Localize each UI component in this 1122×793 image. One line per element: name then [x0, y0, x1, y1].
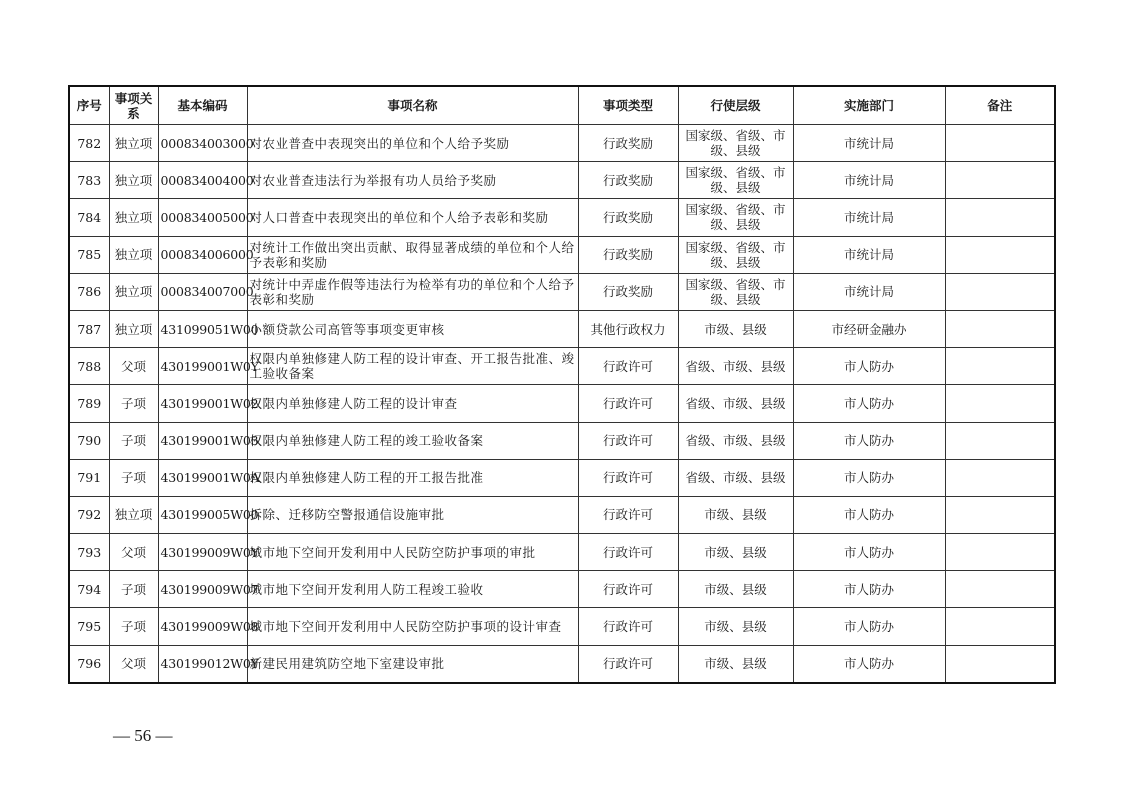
cell-type: 行政许可	[578, 496, 678, 533]
cell-dept: 市人防办	[793, 459, 945, 496]
header-name: 事项名称	[247, 86, 578, 125]
cell-seq: 789	[69, 385, 109, 422]
cell-relation: 子项	[109, 608, 158, 645]
cell-dept: 市人防办	[793, 645, 945, 683]
cell-dept: 市人防办	[793, 534, 945, 571]
table-row	[69, 571, 1055, 608]
cell-seq: 785	[69, 236, 109, 273]
cell-remark	[945, 608, 1055, 645]
cell-code: 000834006000	[158, 236, 247, 273]
cell-seq: 783	[69, 162, 109, 199]
cell-remark	[945, 125, 1055, 162]
header-type: 事项类型	[578, 86, 678, 125]
cell-type: 行政许可	[578, 459, 678, 496]
cell-level: 省级、市级、县级	[678, 422, 793, 459]
cell-type: 其他行政权力	[578, 310, 678, 347]
cell-dept: 市统计局	[793, 125, 945, 162]
cell-seq: 793	[69, 534, 109, 571]
cell-seq: 795	[69, 608, 109, 645]
table-row	[69, 273, 1055, 310]
cell-name: 对农业普查违法行为举报有功人员给予奖励	[247, 162, 578, 199]
cell-seq: 790	[69, 422, 109, 459]
cell-type: 行政奖励	[578, 236, 678, 273]
cell-relation: 父项	[109, 534, 158, 571]
cell-code: 430199005W00	[158, 496, 247, 533]
cell-relation: 父项	[109, 348, 158, 385]
cell-level: 国家级、省级、市级、县级	[678, 236, 793, 273]
cell-relation: 独立项	[109, 125, 158, 162]
cell-name: 对统计工作做出突出贡献、取得显著成绩的单位和个人给予表彰和奖励	[247, 236, 578, 273]
cell-level: 市级、县级	[678, 534, 793, 571]
cell-remark	[945, 199, 1055, 236]
cell-dept: 市统计局	[793, 273, 945, 310]
cell-name: 新建民用建筑防空地下室建设审批	[247, 645, 578, 683]
cell-seq: 796	[69, 645, 109, 683]
cell-code: 000834003000	[158, 125, 247, 162]
cell-relation: 独立项	[109, 273, 158, 310]
cell-seq: 786	[69, 273, 109, 310]
cell-remark	[945, 310, 1055, 347]
table-row	[69, 608, 1055, 645]
cell-type: 行政许可	[578, 608, 678, 645]
cell-dept: 市统计局	[793, 199, 945, 236]
cell-dept: 市人防办	[793, 571, 945, 608]
cell-dept: 市经研金融办	[793, 310, 945, 347]
header-dept: 实施部门	[793, 86, 945, 125]
cell-level: 市级、县级	[678, 310, 793, 347]
cell-type: 行政奖励	[578, 125, 678, 162]
cell-level: 国家级、省级、市级、县级	[678, 125, 793, 162]
table-row	[69, 310, 1055, 347]
table-row	[69, 125, 1055, 162]
cell-name: 城市地下空间开发利用中人民防空防护事项的审批	[247, 534, 578, 571]
cell-seq: 782	[69, 125, 109, 162]
cell-code: 000834005000	[158, 199, 247, 236]
cell-seq: 788	[69, 348, 109, 385]
cell-level: 市级、县级	[678, 571, 793, 608]
administrative-items-table	[68, 85, 1056, 684]
cell-type: 行政许可	[578, 348, 678, 385]
cell-dept: 市统计局	[793, 162, 945, 199]
cell-dept: 市人防办	[793, 608, 945, 645]
cell-dept: 市人防办	[793, 496, 945, 533]
cell-type: 行政许可	[578, 571, 678, 608]
cell-relation: 独立项	[109, 236, 158, 273]
cell-relation: 独立项	[109, 310, 158, 347]
cell-code: 430199001W02	[158, 385, 247, 422]
table-row	[69, 534, 1055, 571]
cell-type: 行政奖励	[578, 162, 678, 199]
table-row	[69, 422, 1055, 459]
cell-remark	[945, 162, 1055, 199]
cell-level: 国家级、省级、市级、县级	[678, 162, 793, 199]
table-row	[69, 496, 1055, 533]
cell-level: 省级、市级、县级	[678, 348, 793, 385]
table-row	[69, 459, 1055, 496]
cell-name: 对农业普查中表现突出的单位和个人给予奖励	[247, 125, 578, 162]
cell-code: 000834007000	[158, 273, 247, 310]
cell-level: 市级、县级	[678, 496, 793, 533]
cell-dept: 市人防办	[793, 385, 945, 422]
cell-relation: 独立项	[109, 162, 158, 199]
cell-code: 430199009W0Y	[158, 534, 247, 571]
cell-seq: 784	[69, 199, 109, 236]
cell-type: 行政许可	[578, 422, 678, 459]
cell-remark	[945, 571, 1055, 608]
cell-code: 431099051W00	[158, 310, 247, 347]
cell-remark	[945, 534, 1055, 571]
cell-name: 对统计中弄虚作假等违法行为检举有功的单位和个人给予表彰和奖励	[247, 273, 578, 310]
cell-remark	[945, 459, 1055, 496]
table-row	[69, 199, 1055, 236]
table-body	[69, 125, 1055, 683]
cell-relation: 独立项	[109, 199, 158, 236]
cell-relation: 独立项	[109, 496, 158, 533]
cell-remark	[945, 273, 1055, 310]
header-level: 行使层级	[678, 86, 793, 125]
cell-relation: 子项	[109, 385, 158, 422]
cell-name: 权限内单独修建人防工程的竣工验收备案	[247, 422, 578, 459]
cell-code: 000834004000	[158, 162, 247, 199]
cell-level: 国家级、省级、市级、县级	[678, 273, 793, 310]
cell-remark	[945, 385, 1055, 422]
header-relation: 事项关系	[109, 86, 158, 125]
table-row	[69, 162, 1055, 199]
cell-level: 市级、县级	[678, 608, 793, 645]
cell-type: 行政奖励	[578, 199, 678, 236]
cell-type: 行政许可	[578, 645, 678, 683]
cell-relation: 子项	[109, 422, 158, 459]
cell-remark	[945, 496, 1055, 533]
cell-type: 行政许可	[578, 534, 678, 571]
cell-code: 430199012W0Y	[158, 645, 247, 683]
cell-name: 城市地下空间开发利用中人民防空防护事项的设计审查	[247, 608, 578, 645]
cell-remark	[945, 422, 1055, 459]
cell-seq: 787	[69, 310, 109, 347]
cell-code: 430199001W03	[158, 422, 247, 459]
cell-code: 430199001W0Y	[158, 348, 247, 385]
cell-name: 小额贷款公司高管等事项变更审核	[247, 310, 578, 347]
cell-seq: 791	[69, 459, 109, 496]
cell-dept: 市人防办	[793, 422, 945, 459]
cell-name: 权限内单独修建人防工程的开工报告批准	[247, 459, 578, 496]
cell-level: 国家级、省级、市级、县级	[678, 199, 793, 236]
cell-name: 权限内单独修建人防工程的设计审查	[247, 385, 578, 422]
cell-level: 省级、市级、县级	[678, 459, 793, 496]
cell-name: 拆除、迁移防空警报通信设施审批	[247, 496, 578, 533]
table-row	[69, 385, 1055, 422]
cell-code: 430199009W07	[158, 571, 247, 608]
cell-relation: 子项	[109, 571, 158, 608]
table-header-row	[69, 86, 1055, 125]
header-seq: 序号	[69, 86, 109, 125]
cell-code: 430199009W08	[158, 608, 247, 645]
cell-relation: 子项	[109, 459, 158, 496]
cell-remark	[945, 348, 1055, 385]
table-row	[69, 348, 1055, 385]
header-remark: 备注	[945, 86, 1055, 125]
cell-type: 行政许可	[578, 385, 678, 422]
cell-seq: 792	[69, 496, 109, 533]
header-code: 基本编码	[158, 86, 247, 125]
cell-seq: 794	[69, 571, 109, 608]
cell-level: 市级、县级	[678, 645, 793, 683]
table-row	[69, 236, 1055, 273]
cell-code: 430199001W0A	[158, 459, 247, 496]
cell-remark	[945, 645, 1055, 683]
page-number: — 56 —	[113, 726, 173, 745]
cell-type: 行政奖励	[578, 273, 678, 310]
cell-name: 对人口普查中表现突出的单位和个人给予表彰和奖励	[247, 199, 578, 236]
cell-dept: 市人防办	[793, 348, 945, 385]
cell-dept: 市统计局	[793, 236, 945, 273]
cell-name: 城市地下空间开发利用人防工程竣工验收	[247, 571, 578, 608]
cell-level: 省级、市级、县级	[678, 385, 793, 422]
cell-remark	[945, 236, 1055, 273]
cell-name: 权限内单独修建人防工程的设计审查、开工报告批准、竣工验收备案	[247, 348, 578, 385]
cell-relation: 父项	[109, 645, 158, 683]
table-row	[69, 645, 1055, 683]
